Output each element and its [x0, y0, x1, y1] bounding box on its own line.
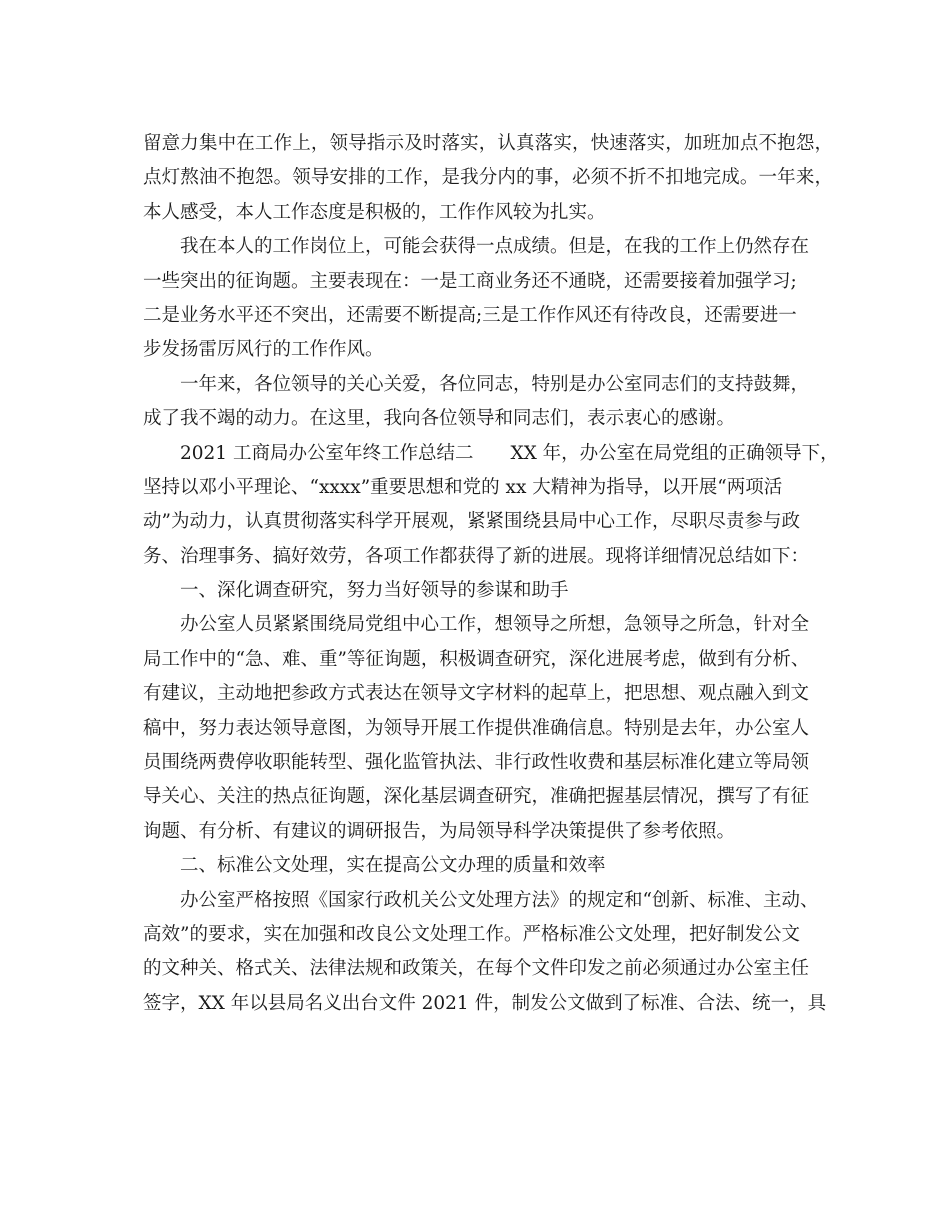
- text-line: 点灯熬油不抱怨。领导安排的工作，是我分内的事，必须不折不扣地完成。一年来，: [143, 167, 833, 189]
- text-line: 高效”的要求，实在加强和改良公文处理工作。严格标准公文处理，把好制发公文: [143, 923, 800, 945]
- text-line: 签字，XX 年以县局名义出台文件 2021 件，制发公文做到了标准、合法、统一，具: [143, 992, 827, 1014]
- text-line: 留意力集中在工作上，领导指示及时落实，认真落实，快速落实，加班加点不抱怨，: [143, 133, 833, 154]
- text-line: 二是业务水平还不突出，还需要不断提高;三是工作作风还有待改良，还需要进一: [143, 304, 797, 326]
- text-line: 一些突出的征询题。主要表现在：一是工商业务还不通晓，还需要接着加强学习;: [143, 270, 797, 292]
- text-line: 步发扬雷厉风行的工作作风。: [143, 339, 384, 361]
- text-line: 务、治理事务、搞好效劳，各项工作都获得了新的进展。现将详细情况总结如下：: [143, 545, 810, 567]
- document-body: [143, 127, 839, 1021]
- text-line: 员围绕两费停收职能转型、强化监管执法、非行政性收费和基层标准化建立等局领: [143, 752, 810, 774]
- text-line: 办公室人员紧紧围绕局党组中心工作，想领导之所想，急领导之所急，针对全: [180, 614, 810, 636]
- text-line: 稿中，努力表达领导意图，为领导开展工作提供准确信息。特别是去年，办公室人: [143, 717, 810, 739]
- text-line: 坚持以邓小平理论、“xxxx”重要思想和党的 xx 大精神为指导，以开展“两项活: [143, 476, 783, 498]
- text-line: 二、标准公文处理，实在提高公文办理的质量和效率: [180, 855, 606, 877]
- text-line: 的文种关、格式关、法律法规和政策关，在每个文件印发之前必须通过办公室主任: [143, 958, 810, 980]
- text-line: 导关心、关注的热点征询题，深化基层调查研究，准确把握基层情况，撰写了有征: [143, 786, 810, 808]
- text-line: 询题、有分析、有建议的调研报告，为局领导科学决策提供了参考依照。: [143, 820, 736, 842]
- text-line: 一、深化调查研究，努力当好领导的参谋和助手: [180, 580, 569, 602]
- text-line: 有建议，主动地把参政方式表达在领导文字材料的起草上，把思想、观点融入到文: [143, 683, 810, 705]
- text-line: 我在本人的工作岗位上，可能会获得一点成绩。但是，在我的工作上仍然存在: [180, 236, 810, 258]
- text-line: 办公室严格按照《国家行政机关公文处理方法》的规定和“创新、标准、主动、: [180, 889, 819, 911]
- text-line: 一年来，各位领导的关心关爱，各位同志，特别是办公室同志们的支持鼓舞，: [180, 373, 810, 395]
- text-line: 本人感受，本人工作态度是积极的，工作作风较为扎实。: [143, 201, 606, 223]
- text-line: 成了我不竭的动力。在这里，我向各位领导和同志们，表示衷心的感谢。: [143, 408, 736, 430]
- text-line: 动”为动力，认真贯彻落实科学开展观，紧紧围绕县局中心工作，尽职尽责参与政: [143, 511, 800, 533]
- text-line: 局工作中的“急、难、重”等征询题，积极调查研究，深化进展考虑，做到有分析、: [143, 648, 810, 670]
- text-line: 2021 工商局办公室年终工作总结二 XX 年，办公室在局党组的正确领导下，: [180, 442, 839, 464]
